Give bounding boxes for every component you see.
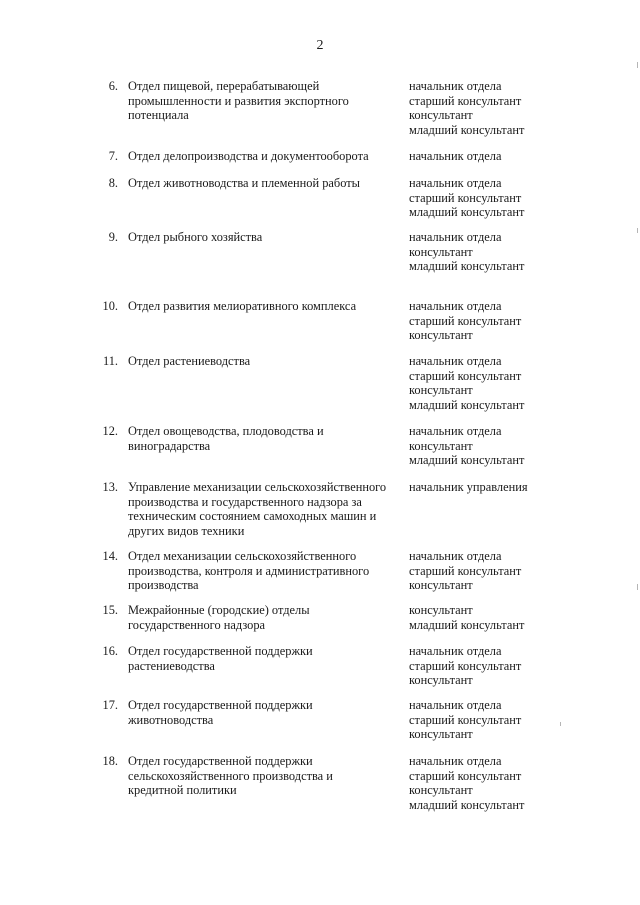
department-name — [128, 698, 400, 727]
department-name — [128, 149, 400, 164]
position: начальник отдела — [409, 149, 502, 163]
scan-edge-mark — [637, 228, 638, 233]
position: младший консультант — [409, 617, 525, 632]
department-name — [128, 480, 400, 538]
department-line: производства, контроля и административного — [128, 563, 370, 578]
position: старший консультант — [409, 190, 522, 205]
department-name — [128, 354, 400, 369]
department-line: Отдел овощеводства, плодоводства и — [128, 424, 324, 438]
position: начальник отдела — [409, 754, 502, 768]
item-number: 10. — [102, 299, 118, 313]
position: начальник отдела — [409, 424, 502, 438]
department-line: виноградарства — [128, 438, 211, 453]
position: начальник отдела — [409, 644, 502, 658]
position: младший консультант — [409, 397, 525, 412]
department-line: Отдел государственной поддержки — [128, 698, 313, 712]
item-number: 8. — [108, 176, 118, 190]
item-number: 18. — [102, 754, 118, 768]
positions-list — [409, 299, 609, 343]
item-number: 9. — [108, 230, 118, 244]
position: старший консультант — [409, 563, 522, 578]
position: начальник управления — [409, 480, 528, 494]
department-line: Отдел пищевой, перерабатывающей — [128, 79, 320, 93]
position: начальник отдела — [409, 176, 502, 190]
item-number: 12. — [102, 424, 118, 438]
position: старший консультант — [409, 368, 522, 383]
position: старший консультант — [409, 93, 522, 108]
department-line: кредитной политики — [128, 783, 237, 798]
page-number: 2 — [316, 38, 324, 53]
scan-edge-mark — [560, 722, 561, 726]
position: старший консультант — [409, 658, 522, 673]
scan-edge-mark — [637, 584, 638, 590]
position: консультант — [409, 578, 473, 593]
item-number: 13. — [102, 480, 118, 494]
department-line: сельскохозяйственного производства и — [128, 768, 333, 783]
department-line: других видов техники — [128, 523, 245, 538]
department-name — [128, 644, 400, 673]
positions-list — [409, 79, 609, 137]
position: консультант — [409, 108, 473, 123]
department-line: Отдел механизации сельскохозяйственного — [128, 549, 357, 563]
position: старший консультант — [409, 712, 522, 727]
positions-list — [409, 644, 609, 688]
department-line: Управление механизации сельскохозяйственного — [128, 480, 387, 494]
positions-list — [409, 698, 609, 742]
item-number: 16. — [102, 644, 118, 658]
item-number: 17. — [102, 698, 118, 712]
position: начальник отдела — [409, 698, 502, 712]
position: начальник отдела — [409, 299, 502, 313]
department-line: Отдел животноводства и племенной работы — [128, 176, 360, 190]
department-line: растениеводства — [128, 658, 215, 673]
position: младший консультант — [409, 797, 525, 812]
positions-list — [409, 754, 609, 812]
item-number: 15. — [102, 603, 118, 617]
positions-list — [409, 480, 609, 495]
department-line: техническим состоянием самоходных машин и — [128, 509, 377, 524]
department-line: производства — [128, 578, 199, 593]
item-number: 11. — [102, 354, 118, 368]
item-number: 14. — [102, 549, 118, 563]
department-name — [128, 230, 400, 245]
position: консультант — [409, 727, 473, 742]
department-line: Отдел государственной поддержки — [128, 644, 313, 658]
position: консультант — [409, 673, 473, 688]
department-name — [128, 424, 400, 453]
department-name — [128, 79, 400, 123]
department-line: Отдел делопроизводства и документооборота — [128, 149, 369, 163]
department-line: государственного надзора — [128, 617, 266, 632]
position: консультант — [409, 438, 473, 453]
position: консультант — [409, 328, 473, 343]
department-line: Отдел растениеводства — [128, 354, 251, 368]
position: старший консультант — [409, 768, 522, 783]
department-line: Отдел развития мелиоративного комплекса — [128, 299, 357, 313]
position: начальник отдела — [409, 230, 502, 244]
positions-list — [409, 424, 609, 468]
department-name — [128, 549, 400, 593]
position: консультант — [409, 383, 473, 398]
position: консультант — [409, 783, 473, 798]
department-name — [128, 603, 400, 632]
position: младший консультант — [409, 122, 525, 137]
position: старший консультант — [409, 313, 522, 328]
position: младший консультант — [409, 453, 525, 468]
department-line: животноводства — [128, 712, 214, 727]
department-line: Отдел государственной поддержки — [128, 754, 313, 768]
positions-list — [409, 603, 609, 632]
position: младший консультант — [409, 205, 525, 220]
positions-list — [409, 230, 609, 274]
item-number: 7. — [108, 149, 118, 163]
scan-edge-mark — [637, 62, 638, 68]
positions-list — [409, 549, 609, 593]
department-line: производства и государственного надзора за — [128, 494, 362, 509]
position: начальник отдела — [409, 549, 502, 563]
position: начальник отдела — [409, 354, 502, 368]
department-name — [128, 754, 400, 798]
department-line: потенциала — [128, 108, 189, 123]
department-line: Межрайонные (городские) отделы — [128, 603, 310, 617]
department-name — [128, 299, 400, 314]
department-line: Отдел рыбного хозяйства — [128, 230, 263, 244]
position: начальник отдела — [409, 79, 502, 93]
position: консультант — [409, 244, 473, 259]
item-number: 6. — [108, 79, 118, 93]
position: консультант — [409, 603, 473, 617]
positions-list — [409, 354, 609, 412]
positions-list — [409, 176, 609, 220]
positions-list — [409, 149, 609, 164]
position: младший консультант — [409, 259, 525, 274]
department-line: промышленности и развития экспортного — [128, 93, 349, 108]
department-name — [128, 176, 400, 191]
